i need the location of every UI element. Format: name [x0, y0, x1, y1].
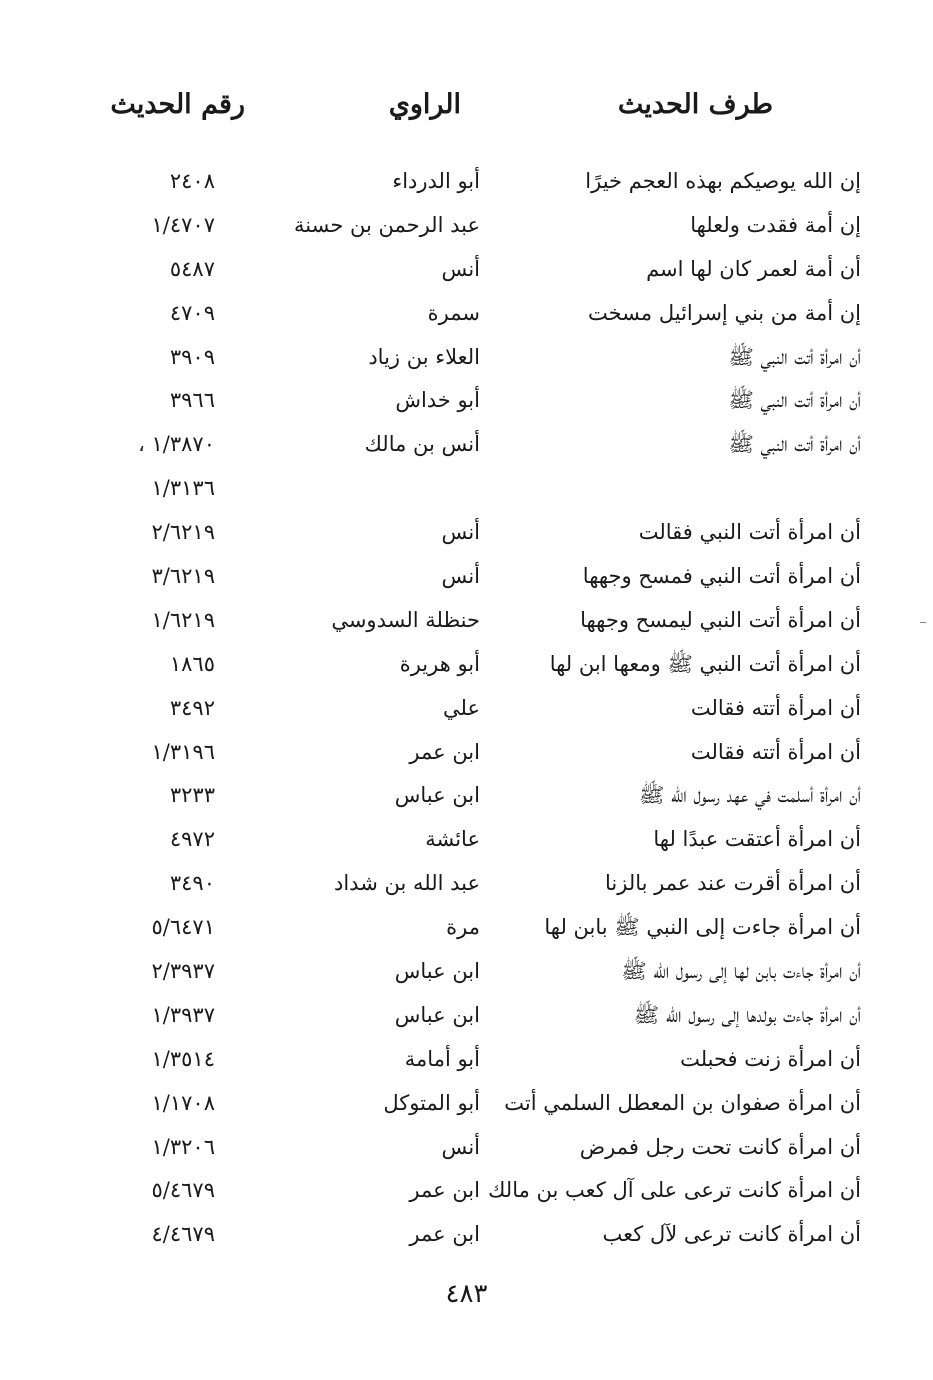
hadith-text: أن امرأة كانت ترعى لآل كعب — [602, 1222, 861, 1247]
table-row — [0, 599, 933, 643]
header-rawi: الراوي — [388, 89, 461, 120]
rawi-name: أنس — [441, 1134, 480, 1159]
page-number: ٤٨٣ — [445, 1279, 488, 1309]
margin-mark — [920, 622, 926, 623]
hadith-text: أن امرأة أسلمت في عهد رسول الله ﷺ — [639, 783, 861, 808]
hadith-number: ٤٩٧٢ — [169, 827, 215, 852]
rawi-name: أنس — [441, 256, 480, 281]
table-row — [0, 818, 933, 862]
hadith-text: أن امرأة جاءت إلى النبي ﷺ بابن لها — [544, 915, 861, 940]
hadith-text: أن امرأة جاءت بولدها إلى رسول الله ﷺ — [633, 1002, 861, 1027]
hadith-number: ١/٣١٩٦ — [151, 739, 215, 764]
hadith-number: ١/٤٧٠٧ — [151, 212, 215, 237]
hadith-text: أن امرأة زنت فحبلت — [680, 1046, 861, 1071]
table-row — [0, 204, 933, 248]
rawi-name: أبو هريرة — [399, 651, 480, 676]
table-body — [0, 160, 933, 1257]
hadith-number: ٤/٤٦٧٩ — [151, 1222, 215, 1247]
rawi-name: أنس — [441, 564, 480, 589]
table-row — [0, 248, 933, 292]
table-row — [0, 687, 933, 731]
rawi-name: ابن عباس — [394, 959, 480, 984]
header-hadith: طرف الحديث — [617, 89, 773, 120]
hadith-number: ٣/٦٢١٩ — [151, 564, 215, 589]
hadith-text: إن أمة فقدت ولعلها — [690, 212, 861, 237]
hadith-number: ٥/٤٦٧٩ — [151, 1178, 215, 1203]
hadith-number: ١٨٦٥ — [169, 651, 215, 676]
hadith-number: ٢/٦٢١٩ — [151, 520, 215, 545]
hadith-number: ١/١٧٠٨ — [151, 1090, 215, 1115]
rawi-name: ابن عمر — [409, 739, 480, 764]
rawi-name: أنس بن مالك — [364, 432, 480, 457]
hadith-number: ٣٢٣٣ — [169, 783, 215, 808]
table-row — [0, 1082, 933, 1126]
rawi-name: أبو الدرداء — [392, 169, 480, 193]
table-row — [0, 423, 933, 467]
table-row — [0, 731, 933, 775]
rawi-name: علي — [443, 695, 480, 720]
rawi-name: ابن عمر — [409, 1222, 480, 1247]
rawi-name: عائشة — [425, 827, 480, 852]
hadith-number: ٢٤٠٨ — [169, 169, 215, 193]
table-row — [0, 1126, 933, 1170]
hadith-text: أن امرأة أتته فقالت — [690, 739, 861, 764]
hadith-text: أن امرأة أعتقت عبدًا لها — [653, 827, 861, 852]
hadith-number: ١/٣٩٣٧ — [151, 1002, 215, 1027]
hadith-text: أن امرأة أقرت عند عمر بالزنا — [605, 871, 861, 896]
rawi-name: أبو خداش — [395, 388, 480, 413]
hadith-number: ٥/٦٤٧١ — [151, 915, 215, 940]
table-row — [0, 862, 933, 906]
table-row — [0, 1169, 933, 1213]
rawi-name: أبو المتوكل — [383, 1090, 480, 1115]
table-row — [0, 1038, 933, 1082]
rawi-name: سمرة — [427, 300, 480, 325]
hadith-text: أن أمة لعمر كان لها اسم — [646, 256, 861, 281]
hadith-text: أن امرأة أتت النبي فقالت — [638, 520, 861, 545]
hadith-number: ١/٣٢٠٦ — [151, 1134, 215, 1159]
hadith-number: ٣٤٩٠ — [169, 871, 215, 896]
table-row — [0, 1213, 933, 1257]
rawi-name: حنظلة السدوسي — [331, 607, 480, 632]
table-row — [0, 643, 933, 687]
hadith-number: ١/٦٢١٩ — [151, 607, 215, 632]
hadith-text: أن امرأة أتت النبي ليمسح وجهها — [580, 607, 861, 632]
hadith-text: أن امرأة كانت تحت رجل فمرض — [579, 1134, 861, 1159]
rawi-name: ابن عباس — [394, 783, 480, 808]
table-row — [0, 511, 933, 555]
hadith-number: ٤٧٠٩ — [169, 300, 215, 325]
rawi-name: العلاء بن زياد — [368, 344, 480, 369]
table-row — [0, 950, 933, 994]
rawi-name: عبد الرحمن بن حسنة — [294, 212, 480, 237]
hadith-text: أن امرأة أتت النبي ﷺ — [728, 432, 861, 457]
hadith-text: إن أمة من بني إسرائيل مسخت — [588, 300, 861, 325]
hadith-text: أن امرأة أتت النبي ﷺ ومعها ابن لها — [549, 651, 861, 676]
table-row — [0, 906, 933, 950]
table-row — [0, 292, 933, 336]
hadith-number: ٣٩٠٩ — [169, 344, 215, 369]
rawi-name: أنس — [441, 520, 480, 545]
hadith-number: ٣٤٩٢ — [169, 695, 215, 720]
table-row — [0, 336, 933, 380]
hadith-text: أن امرأة كانت ترعى على آل كعب بن مالك — [488, 1178, 861, 1203]
table-header — [0, 80, 933, 130]
hadith-text: أن امرأة أتت النبي ﷺ — [728, 388, 861, 413]
hadith-text: أن امرأة جاءت بابن لها إلى رسول الله ﷺ — [621, 959, 861, 984]
hadith-number: ٢/٣٩٣٧ — [151, 959, 215, 984]
hadith-text: أن امرأة أتت النبي ﷺ — [728, 344, 861, 369]
hadith-text: أن امرأة صفوان بن المعطل السلمي أتت — [504, 1090, 861, 1115]
hadith-number: ٥٤٨٧ — [169, 256, 215, 281]
table-row — [0, 379, 933, 423]
table-row — [0, 555, 933, 599]
rawi-name: ابن عمر — [409, 1178, 480, 1203]
table-row — [0, 467, 933, 511]
rawi-name: عبد الله بن شداد — [334, 871, 480, 896]
table-row — [0, 774, 933, 818]
hadith-text: أن امرأة أتت النبي فمسح وجهها — [582, 564, 861, 589]
rawi-name: مرة — [446, 915, 480, 940]
hadith-number: ١/٣١٣٦ — [151, 476, 215, 501]
hadith-text: أن امرأة أتته فقالت — [690, 695, 861, 720]
hadith-number: ١/٣٥١٤ — [151, 1046, 215, 1071]
hadith-number: ١/٣٨٧٠ ، — [138, 432, 215, 457]
rawi-name: أبو أمامة — [404, 1046, 480, 1071]
table-row — [0, 994, 933, 1038]
rawi-name: ابن عباس — [394, 1002, 480, 1027]
hadith-text: إن الله يوصيكم بهذه العجم خيرًا — [585, 169, 861, 193]
hadith-number: ٣٩٦٦ — [169, 388, 215, 413]
table-row — [0, 160, 933, 204]
header-number: رقم الحديث — [110, 89, 245, 120]
